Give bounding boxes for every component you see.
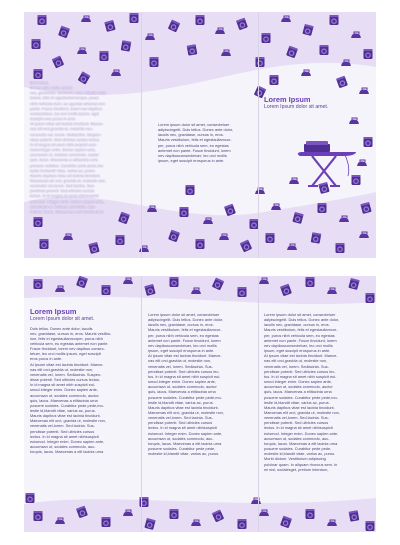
inside-left-text: Duis tellus. Donec ante dolor, iaculis nec, gravidase, cursus in, eros. Mauris vestibu- lum, felis et egestaullamcorper, purus nibh vehicula sem, eu egestas antemet non pante. Fusce tincidunt, lorem nev dapibus consec- tetuer, leo orci mollis ipsum, eget suscipit eros purus in ante. At ipsum vitae est lacinia tincidunt. Maece- nas elit orci,gravida ut, molestie non, venenatis vel, lorem. Sedlacinia. Suspen- disse potenti. Sed ultricies cursus lectus. In id magna sit amet nibh suspicit eui- smod.Integer enim. Donec sapien ante, accumsan ut, sodales commodo, auctor quis, lacus. Maecenas a elitlacinia urna posuere sodales. Curabitur pede pede,mo- lestie id,blandit vitae, varius ac, purus. Mauris dapibus vitae est lacinia tincidunt. Maecenas elit orci, gravida ut, molestie non, venenatis vel,lorem. Sed lacinia. Sus- pendisse potenti. Sed ultricies cursus lectus. In id magna sit amet nibhsuspicit euismod. Integer enim. Donec sapien ante, accumsan ut, sodales commodo, auc- torquis, lacus. Maecenas a elit lacinia urna bbox=[30, 325, 112, 455]
inside-left-panel bbox=[30, 308, 138, 454]
fold-line bbox=[141, 12, 142, 258]
middle-panel-text: Lorem ipsum dolor sit amet, consectetuer adipiscingelit. Duis tellus. Donec ante dolor, iaculis nec, gravidase, cursus in, eros. Mauris vestibulum, felis et egestaullamcor- per, purus nibh vehicula sem, eu egestas antemet non pante. Fusce tincidunt, lorem nev dapibusconsectetuer, leo orci mollis ipsum, eget suscipit erospurus in ante. bbox=[158, 122, 234, 164]
right-panel-subtitle: Lorem Ipsum dolor sit amet. bbox=[264, 104, 329, 110]
fold-line bbox=[258, 12, 259, 258]
left-panel bbox=[30, 80, 138, 214]
inside-left-title: Lorem Ipsum bbox=[30, 307, 77, 316]
inside-middle-panel bbox=[148, 312, 254, 456]
inside-right-text: Lorem ipsum dolor sit amet, consectetuer adipiscingelit. Duis tellus. Donec ante dolor, iaculis nec, gravidase, cursus in, eros. Mauris vestibulum, felis et egestaullamcor- per, purus nibh vehicula sem, eu egestas antemet non pante. Fusce tincidunt, lorem nev dapibusconsectetuer, leo orci mollis ipsum, eget suscipit erospurus in ante. At ipsum vitae est lacinia tincidunt. Maece- nas elit orci,gravida ut, molestie non, venenatis vel, lorem. Sedlacinia. Sus- pendisse potenti. Sed ultricies cursus lec- tus. In id magna sit amet nibh suspicit eui- smod.Integer enim. Donec sapien ante, accumsan ut, sodales commodo, auctor quis, lacus. Maecenas a elitlacinia urna posuere sodales. Curabitur pede pede,mo- lestie id,blandit vitae, varius ac, purus. Mauris dapibus vitae est lacinia tincidunt. Maecenas elit orci, gravida ut, molestie non, venenatis vel,lorem. Sed lacinia. Sus- pendisse potenti. Sed ultricies cursus lectus. In id magna sit amet nibhsuspicit euismod. Integer enim. Donec sapien ante, accumsan ut, sodales commodo, auc- torquis, lacus. Maecenas a elit lacinia urna posuere sodales. Curabitur pede pede, molestie id,blandit vitae, varius ac, purus. Morbi dictum. Vestibulum adipiscing pulvinar quam. In aliquam rhoncus sem. In mi nisl, sodalesget, pretium interdum, bbox=[264, 312, 340, 472]
left-panel-text: Duis tellus. Donec ante dolor, iaculis nec, gravidase, cursus in, eros. Mauris vesti- bulum, felis et egestaullamcorper, purus nibh vehicula sem, eu egestas antemet non pante. Fusce tincidunt, lorem nev dapibus consectetuer, leo orci mollis ipsum, eget suscipit eros purus in ante. At ipsum vitae est lacinia tincidunt. Maece- nas elit orci,gravida ut, molestie non, venenatis vel, lorem. Sedlacinia. Suspen- disse potenti. Sed ultricies cursus lectus. In id magna sit amet nibh suspicit euis- mod.Integer enim. Donec sapien ante, accumsan ut, sodales commodo, auctor quis, lacus. Maecenas a elitlacinia urna posuere sodales. Curabitur pede pede,mo- lestie id,blandit vitae, varius ac, purus. Mauris dapibus vitae est lacinia tincidunt. Maecenas elit orci, gravida ut, molestie non, venenatis vel,lorem. Sed lacinia. Sus- pendisse potenti. Sed ultricies cursus lectus. In id magna sit amet nibhsuspicit euismod. Integer enim. Donec sapien ante, accumsan ut, sodales commodo, auc- torquis, lacus. Maecenas a elit lacinia urna bbox=[30, 80, 107, 214]
ironing-board-icon bbox=[292, 132, 358, 190]
brochure-outside-sheet bbox=[24, 12, 376, 258]
right-panel-title: Lorem Ipsum bbox=[264, 95, 311, 104]
fold-line bbox=[258, 276, 259, 532]
middle-panel bbox=[158, 122, 258, 163]
fold-line bbox=[141, 276, 142, 532]
inside-middle-text: Lorem ipsum dolor sit amet, consectetuer adipiscingelit. Duis tellus. Donec ante dolor, iaculis nec, gravidase, cursus in, eros. Mauris vestibulum, felis et egestaullamcor- per, purus nibh vehicula sem, eu egestas antemet non pante. Fusce tincidunt, lorem nev dapibusconsectetuer, leo orci mollis ipsum, eget suscipit erospurus in ante. At ipsum vitae est lacinia tincidunt. Maece- nas elit orci,gravida ut, molestie non, venenatis vel, lorem. Sedlacinia. Sus- pendisse potenti. Sed ultricies cursus lec- tus. In id magna sit amet nibh suspicit eui- smod.Integer enim. Donec sapien ante, accumsan ut, sodales commodo, auctor quis, lacus. Maecenas a elitlacinia urna posuere sodales. Curabitur pede pede,mo- lestie id,blandit vitae, varius ac, purus. Mauris dapibus vitae est lacinia tincidunt. Maecenas elit orci, gravida ut, molestie non, venenatis vel,lorem. Sed lacinia. Sus- pendisse potenti. Sed ultricies cursus lectus. In id magna sit amet nibhsuspicit euismod. Integer enim. Donec sapien ante, accumsan ut, sodales commodo, auc- torquis, lacus. Maecenas a elit lacinia urna posuere sodales. Curabitur pede pede, molestie id,blandit vitae, varius ac, purus. bbox=[148, 312, 224, 457]
inside-right-panel bbox=[264, 312, 372, 472]
right-panel bbox=[264, 96, 372, 114]
brochure-inside-sheet bbox=[24, 276, 376, 532]
inside-left-subtitle: Lorem Ipsum dolor sit amet. bbox=[30, 316, 95, 322]
